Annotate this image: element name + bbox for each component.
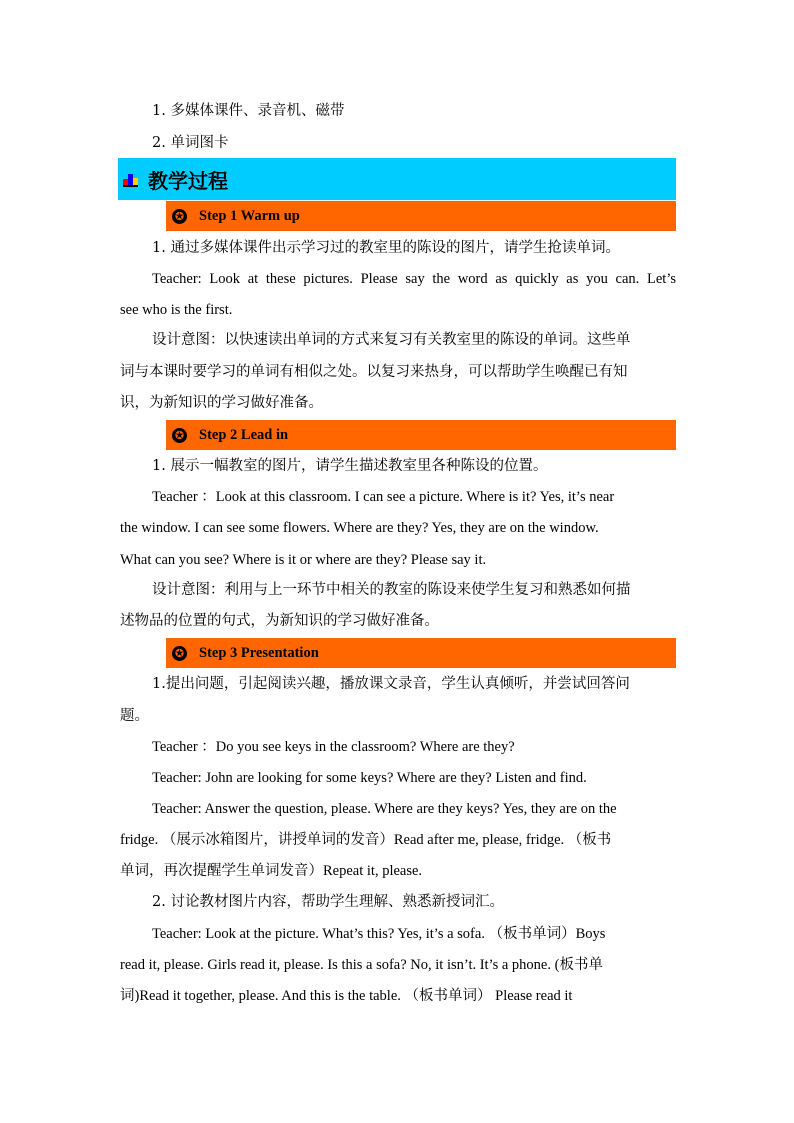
paragraph: 1.提出问题，引起阅读兴趣，播放课文录音，学生认真倾听，并尝试回答问 xyxy=(152,676,630,692)
step-title-3: Step 3 Presentation xyxy=(199,644,319,661)
materials-item-2: 2. 单词图卡 xyxy=(152,135,229,151)
step-header-3 xyxy=(166,638,676,668)
paragraph: Teacher ：Look at this classroom. I can see a picture. Where is it? Yes, it’s near xyxy=(152,489,615,505)
bookmark-icon xyxy=(122,170,140,188)
paragraph: 述物品的位置的句式，为新知识的学习做好准备。 xyxy=(120,613,439,629)
paragraph: fridge. （展示冰箱图片，讲授单词的发音）Read after me, please, fridge. （板书 xyxy=(120,832,612,848)
paragraph: 1. 展示一幅教室的图片，请学生描述教室里各种陈设的位置。 xyxy=(152,458,548,474)
paragraph: 识，为新知识的学习做好准备。 xyxy=(120,395,323,411)
paragraph: Teacher: Look at these pictures. Please say the word as quickly as you can. Let’s xyxy=(152,271,676,287)
paragraph: 设计意图：利用与上一环节中相关的教室的陈设来使学生复习和熟悉如何描 xyxy=(152,582,631,598)
paragraph: 2. 讨论教材图片内容，帮助学生理解、熟悉新授词汇。 xyxy=(152,894,504,910)
paragraph: 单词，再次提醒学生单词发音）Repeat it, please. xyxy=(120,863,423,879)
section-title: 教学过程 xyxy=(148,168,228,193)
paragraph: the window. I can see some flowers. Where are they? Yes, they are on the window. xyxy=(120,520,599,536)
paragraph: 词与本课时要学习的单词有相似之处。以复习来热身，可以帮助学生唤醒已有知 xyxy=(120,364,628,380)
paragraph: 1. 通过多媒体课件出示学习过的教室里的陈设的图片，请学生抢读单词。 xyxy=(152,240,620,256)
step-title-1: Step 1 Warm up xyxy=(199,207,300,224)
paragraph: 设计意图：以快速读出单词的方式来复习有关教室里的陈设的单词。这些单 xyxy=(152,332,631,348)
star-icon: ✪ xyxy=(172,428,187,443)
paragraph: What can you see? Where is it or where are they? Please say it. xyxy=(120,552,487,568)
materials-item-1: 1. 多媒体课件、录音机、磁带 xyxy=(152,103,345,119)
section-header-teaching-process xyxy=(118,158,676,200)
paragraph: Teacher: John are looking for some keys? Where are they? Listen and find. xyxy=(152,770,587,786)
star-icon: ✪ xyxy=(172,209,187,224)
step-header-2 xyxy=(166,420,676,450)
paragraph: Teacher ：Do you see keys in the classroom? Where are they? xyxy=(152,739,515,755)
step-title-2: Step 2 Lead in xyxy=(199,426,289,443)
paragraph: read it, please. Girls read it, please. Is this a sofa? No, it isn’t. It’s a phone. (板书单 xyxy=(120,957,603,973)
paragraph: Teacher: Answer the question, please. Where are they keys? Yes, they are on the xyxy=(152,801,617,817)
paragraph: see who is the first. xyxy=(120,302,233,318)
paragraph: 题。 xyxy=(120,708,149,724)
star-icon: ✪ xyxy=(172,646,187,661)
paragraph: 词)Read it together, please. And this is the table. （板书单词） Please read it xyxy=(120,988,573,1004)
paragraph: Teacher: Look at the picture. What’s this? Yes, it’s a sofa. （板书单词）Boys xyxy=(152,926,606,942)
step-header-1 xyxy=(166,201,676,231)
